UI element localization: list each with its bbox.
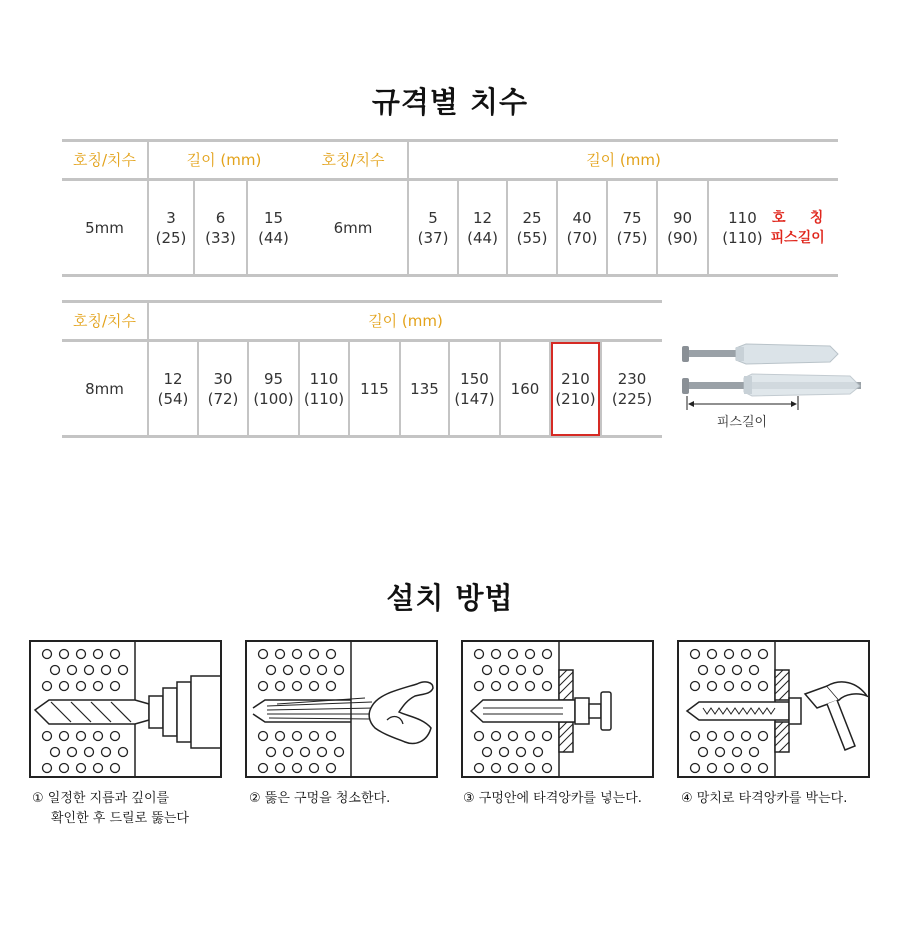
spec-table-5-6 — [62, 139, 838, 277]
length-cell: 12 (44) — [458, 180, 507, 276]
header-length: 길이 (mm) — [148, 302, 662, 341]
length-cell: 3 (25) — [148, 180, 194, 276]
step-4-caption: ④ 망치로 타격앙카를 박는다. — [681, 791, 848, 806]
length-cell-highlighted: 210 (210) — [550, 341, 601, 437]
anchor-product-image — [680, 338, 866, 434]
row-name-5mm: 5mm — [62, 180, 148, 276]
screw-head-icon — [682, 378, 689, 394]
length-cell: 230 (225) — [601, 341, 662, 437]
length-cell-with-note: 110 (110) 호 칭 피스길이 — [708, 180, 838, 276]
spec-title: 규격별 치수 — [371, 85, 529, 119]
length-cell: 12 (54) — [148, 341, 198, 437]
step-2-illustration — [245, 640, 438, 778]
install-title: 설치 방법 — [386, 581, 514, 615]
length-cell: 150 (147) — [449, 341, 500, 437]
length-cell: 95 (100) — [248, 341, 299, 437]
length-cell: 75 (75) — [607, 180, 657, 276]
image-label: 피스길이 — [716, 414, 768, 429]
length-cell: 135 — [400, 341, 449, 437]
header-name: 호칭/치수 — [62, 302, 148, 341]
screw-head-icon — [682, 346, 689, 362]
length-cell: 40 (70) — [557, 180, 607, 276]
header-length: 길이 (mm) — [148, 141, 299, 180]
legend-note: 호 칭 피스길이 — [770, 209, 825, 246]
length-cell: 5 (37) — [408, 180, 458, 276]
step-1-illustration — [29, 640, 222, 778]
length-cell: 160 — [500, 341, 550, 437]
length-cell: 25 (55) — [507, 180, 557, 276]
step-1-caption: ① 일정한 지름과 깊이를 확인한 후 드릴로 뚫는다 — [32, 791, 189, 826]
step-3-caption: ③ 구멍안에 타격앙카를 넣는다. — [463, 791, 642, 806]
length-cell: 115 — [349, 341, 400, 437]
step-2-caption: ② 뚫은 구멍을 청소한다. — [249, 791, 391, 806]
length-cell: 15 (44) — [247, 180, 299, 276]
length-cell: 30 (72) — [198, 341, 248, 437]
step-4-illustration — [677, 640, 870, 778]
spec-table-8 — [62, 300, 662, 438]
row-name-6mm: 6mm — [299, 180, 408, 276]
length-cell: 110 (110) — [299, 341, 349, 437]
length-cell: 6 (33) — [194, 180, 247, 276]
step-3-illustration — [461, 640, 654, 778]
header-name: 호칭/치수 — [62, 141, 148, 180]
header-name: 호칭/치수 — [299, 141, 408, 180]
header-length: 길이 (mm) — [408, 141, 838, 180]
length-cell: 90 (90) — [657, 180, 708, 276]
row-name-8mm: 8mm — [62, 341, 148, 437]
